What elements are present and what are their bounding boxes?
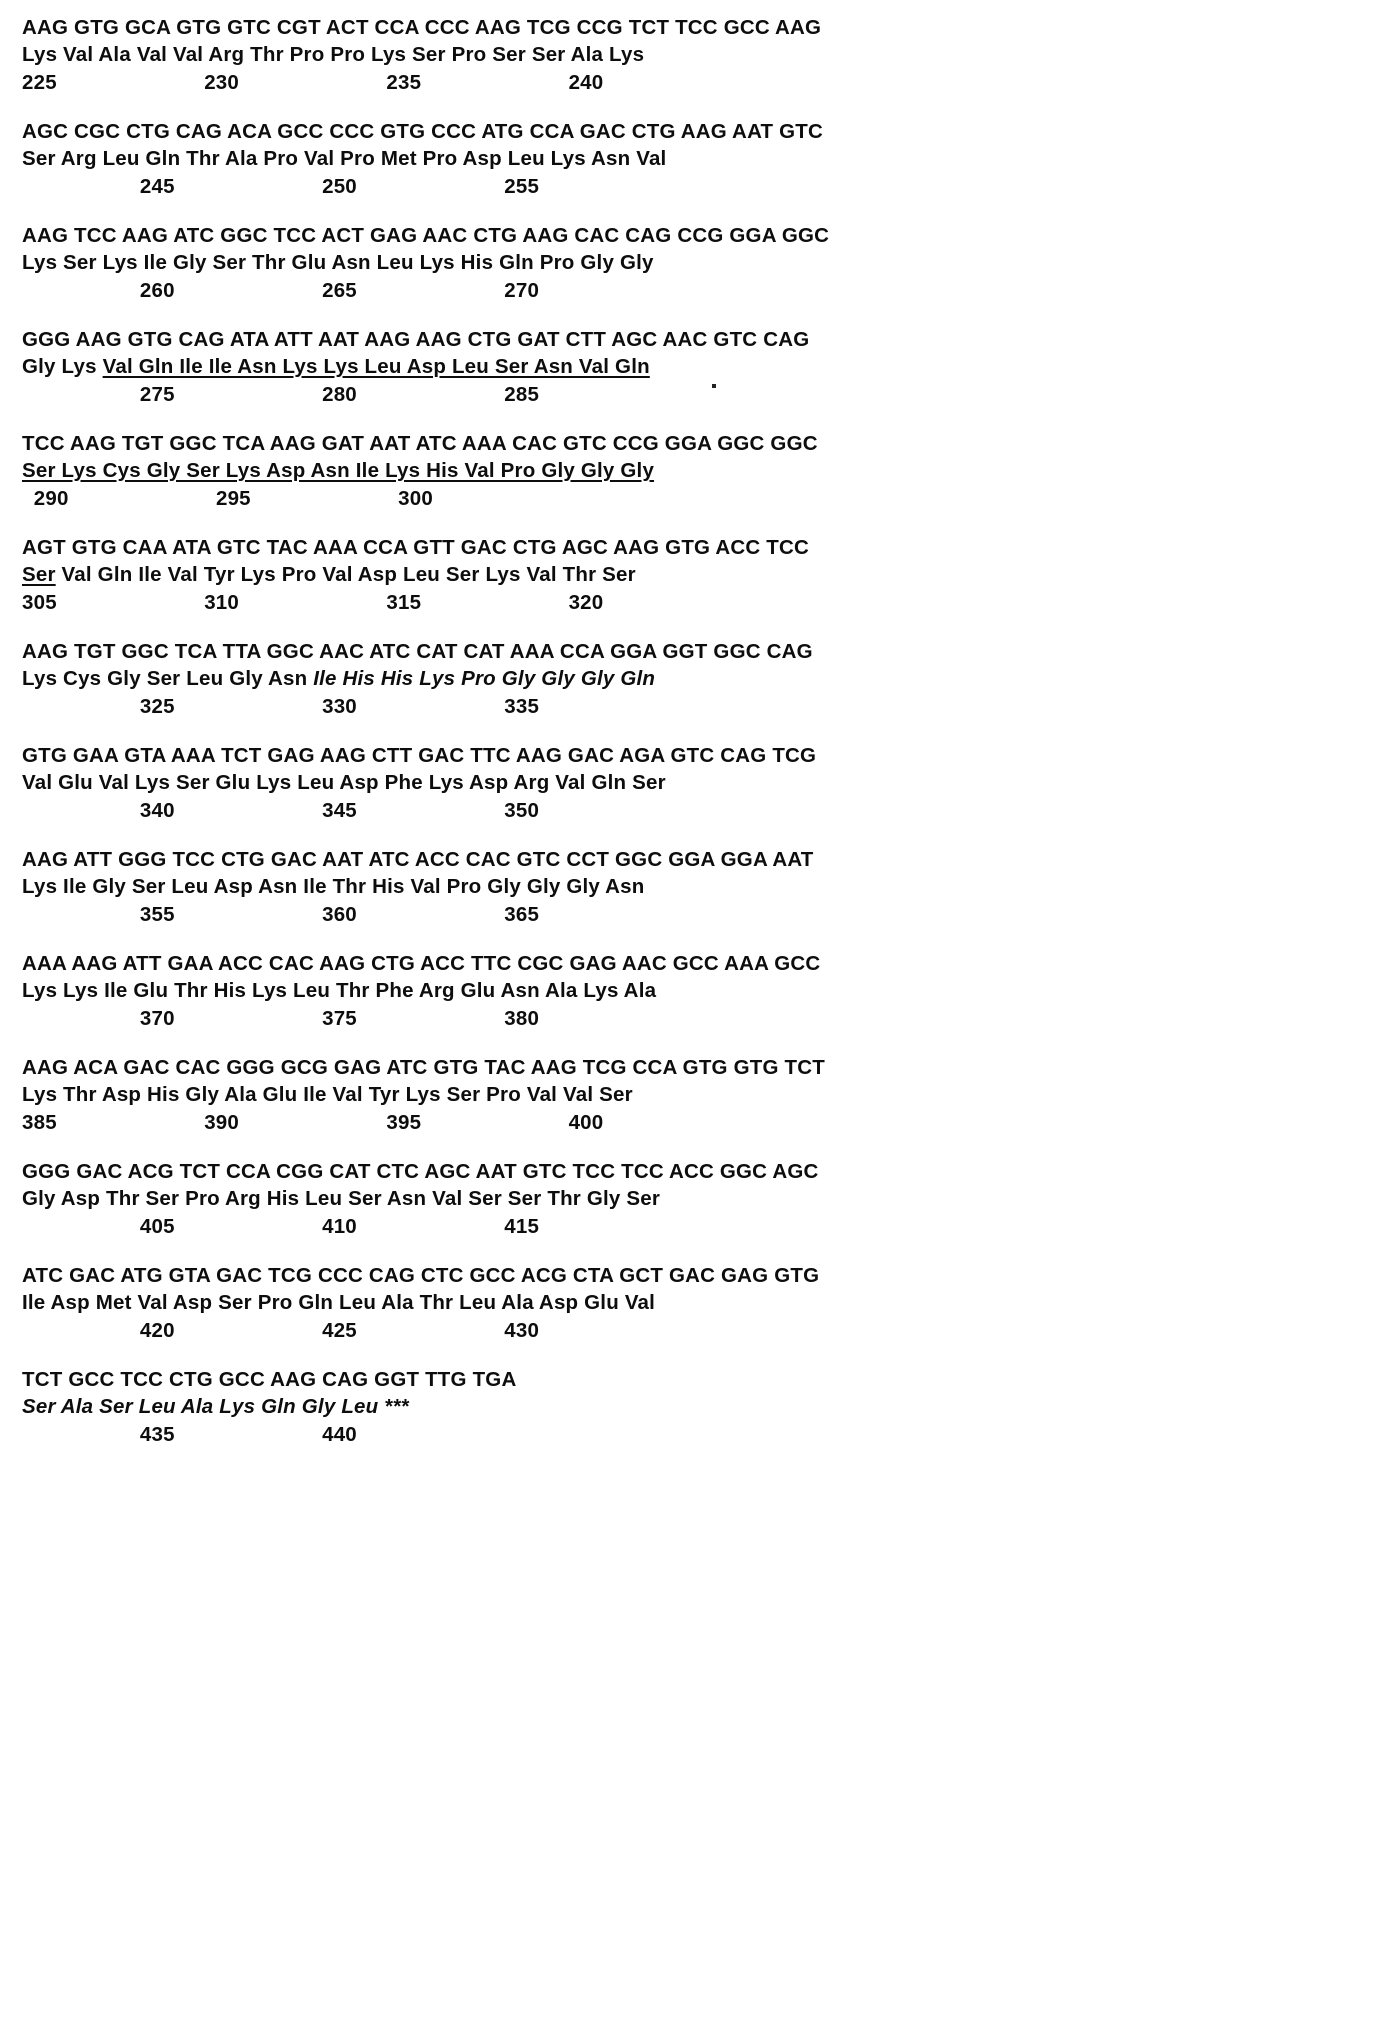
residue-number-line: 405 410 415 xyxy=(22,1215,540,1238)
amino-acid-line: Lys Lys Ile Glu Thr His Lys Leu Thr Phe Arg Glu Asn Ala Lys Ala xyxy=(22,979,657,1002)
residue-number-line: 245 250 255 xyxy=(22,175,540,198)
sequence-block xyxy=(22,1262,1392,1344)
amino-acid-line: Lys Val Ala Val Val Arg Thr Pro Pro Lys Ser Pro Ser Ser Ala Lys xyxy=(22,43,645,66)
amino-acid-line: Lys Cys Gly Ser Leu Gly Asn Ile His His Lys Pro Gly Gly Gly Gln xyxy=(22,667,656,690)
dna-codon-line: TCC AAG TGT GGC TCA AAG GAT AAT ATC AAA CAC GTC CCG GGA GGC GGC xyxy=(22,432,818,455)
residue-number-line: 370 375 380 xyxy=(22,1007,540,1030)
sequence-block xyxy=(22,1054,1392,1136)
sequence-block xyxy=(22,222,1392,304)
amino-acid-line: Ser Val Gln Ile Val Tyr Lys Pro Val Asp Leu Ser Lys Val Thr Ser xyxy=(22,563,636,586)
residue-number-line: 305 310 315 320 xyxy=(22,591,604,614)
stray-mark xyxy=(712,384,716,388)
residue-number-line: 355 360 365 xyxy=(22,903,540,926)
sequence-block xyxy=(22,14,1392,96)
residue-number-line: 275 280 285 xyxy=(22,383,540,406)
amino-acid-line: Gly Lys Val Gln Ile Ile Asn Lys Lys Leu Asp Leu Ser Asn Val Gln xyxy=(22,355,650,378)
sequence-block xyxy=(22,326,1392,408)
sequence-block xyxy=(22,430,1392,512)
amino-acid-line: Val Glu Val Lys Ser Glu Lys Leu Asp Phe Lys Asp Arg Val Gln Ser xyxy=(22,771,666,794)
dna-codon-line: AAA AAG ATT GAA ACC CAC AAG CTG ACC TTC CGC GAG AAC GCC AAA GCC xyxy=(22,952,821,975)
sequence-block xyxy=(22,118,1392,200)
sequence-block xyxy=(22,742,1392,824)
residue-number-line: 385 390 395 400 xyxy=(22,1111,604,1134)
dna-codon-line: AAG ATT GGG TCC CTG GAC AAT ATC ACC CAC GTC CCT GGC GGA GGA AAT xyxy=(22,848,814,871)
amino-acid-line: Ser Arg Leu Gln Thr Ala Pro Val Pro Met Pro Asp Leu Lys Asn Val xyxy=(22,147,667,170)
residue-number-line: 340 345 350 xyxy=(22,799,540,822)
dna-codon-line: GGG AAG GTG CAG ATA ATT AAT AAG AAG CTG GAT CTT AGC AAC GTC CAG xyxy=(22,328,810,351)
dna-codon-line: GTG GAA GTA AAA TCT GAG AAG CTT GAC TTC AAG GAC AGA GTC CAG TCG xyxy=(22,744,817,767)
sequence-block xyxy=(22,1158,1392,1240)
residue-number-line: 420 425 430 xyxy=(22,1319,540,1342)
sequence-block xyxy=(22,950,1392,1032)
amino-acid-line: Ser Ala Ser Leu Ala Lys Gln Gly Leu *** xyxy=(22,1395,409,1418)
residue-number-line: 225 230 235 240 xyxy=(22,71,604,94)
sequence-block xyxy=(22,1366,1392,1448)
dna-codon-line: AAG TCC AAG ATC GGC TCC ACT GAG AAC CTG AAG CAC CAG CCG GGA GGC xyxy=(22,224,830,247)
sequence-block xyxy=(22,846,1392,928)
amino-acid-line: Ile Asp Met Val Asp Ser Pro Gln Leu Ala Thr Leu Ala Asp Glu Val xyxy=(22,1291,656,1314)
dna-codon-line: AAG GTG GCA GTG GTC CGT ACT CCA CCC AAG TCG CCG TCT TCC GCC AAG xyxy=(22,16,822,39)
residue-number-line: 325 330 335 xyxy=(22,695,540,718)
residue-number-line: 260 265 270 xyxy=(22,279,540,302)
sequence-block xyxy=(22,534,1392,616)
residue-number-line: 290 295 300 xyxy=(22,487,433,510)
amino-acid-line: Gly Asp Thr Ser Pro Arg His Leu Ser Asn Val Ser Ser Thr Gly Ser xyxy=(22,1187,661,1210)
dna-codon-line: AAG TGT GGC TCA TTA GGC AAC ATC CAT CAT AAA CCA GGA GGT GGC CAG xyxy=(22,640,813,663)
amino-acid-line: Lys Ser Lys Ile Gly Ser Thr Glu Asn Leu Lys His Gln Pro Gly Gly xyxy=(22,251,654,274)
sequence-block xyxy=(22,638,1392,720)
amino-acid-line: Lys Ile Gly Ser Leu Asp Asn Ile Thr His Val Pro Gly Gly Gly Asn xyxy=(22,875,645,898)
amino-acid-line: Lys Thr Asp His Gly Ala Glu Ile Val Tyr Lys Ser Pro Val Val Ser xyxy=(22,1083,633,1106)
dna-codon-line: GGG GAC ACG TCT CCA CGG CAT CTC AGC AAT GTC TCC TCC ACC GGC AGC xyxy=(22,1160,819,1183)
dna-codon-line: AGT GTG CAA ATA GTC TAC AAA CCA GTT GAC CTG AGC AAG GTG ACC TCC xyxy=(22,536,809,559)
dna-codon-line: ATC GAC ATG GTA GAC TCG CCC CAG CTC GCC ACG CTA GCT GAC GAG GTG xyxy=(22,1264,820,1287)
dna-codon-line: AGC CGC CTG CAG ACA GCC CCC GTG CCC ATG CCA GAC CTG AAG AAT GTC xyxy=(22,120,824,143)
dna-codon-line: TCT GCC TCC CTG GCC AAG CAG GGT TTG TGA xyxy=(22,1368,517,1391)
amino-acid-line: Ser Lys Cys Gly Ser Lys Asp Asn Ile Lys His Val Pro Gly Gly Gly xyxy=(22,459,655,482)
dna-codon-line: AAG ACA GAC CAC GGG GCG GAG ATC GTG TAC AAG TCG CCA GTG GTG TCT xyxy=(22,1056,825,1079)
residue-number-line: 435 440 xyxy=(22,1423,357,1446)
